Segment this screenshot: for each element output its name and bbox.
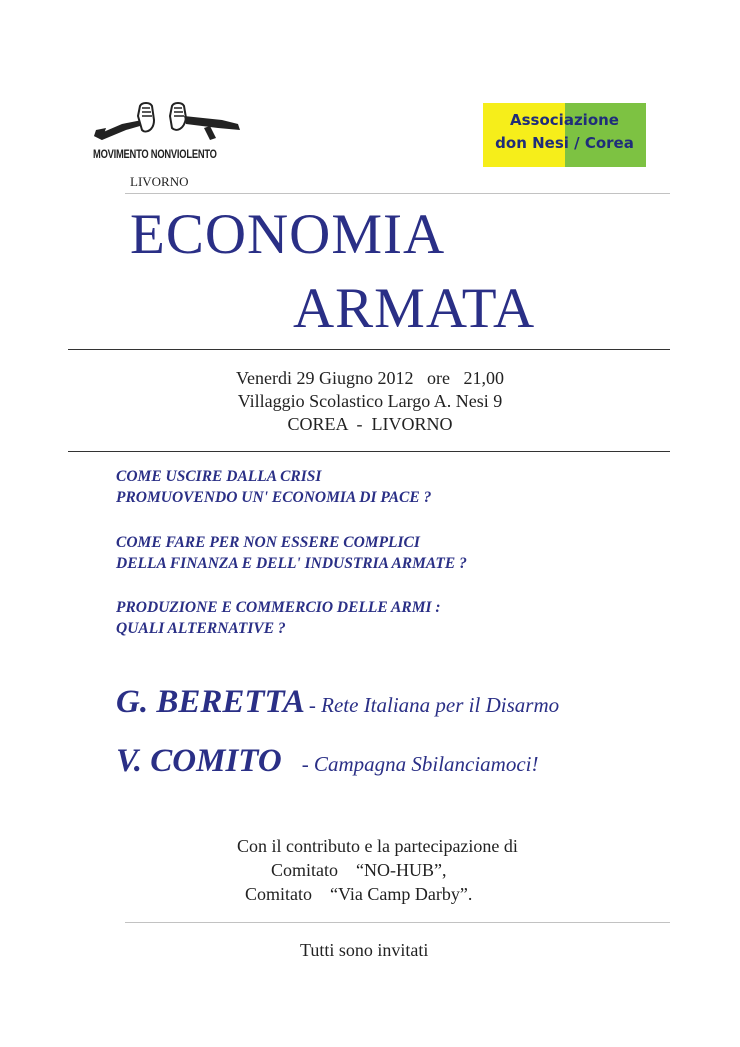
speaker-1 <box>116 684 559 721</box>
logo-line-2: don Nesi / Corea <box>495 134 634 152</box>
speaker-2-affiliation: - Campagna Sbilanciamoci! <box>301 752 539 776</box>
divider <box>125 193 670 194</box>
contribution-intro: Con il contributo e la partecipazione di <box>237 836 518 856</box>
event-date-time: Venerdi 29 Giugno 2012 ore 21,00 <box>236 368 504 388</box>
speaker-1-affiliation: - Rete Italiana per il Disarmo <box>308 693 560 717</box>
contribution-committee-1: Comitato “NO-HUB”, <box>271 860 447 880</box>
event-venue: Villaggio Scolastico Largo A. Nesi 9 <box>237 391 503 411</box>
divider <box>68 349 670 350</box>
question-2-line-2: DELLA FINANZA E DELL' INDUSTRIA ARMATE ? <box>116 555 467 572</box>
divider <box>68 451 670 452</box>
question-3-line-2: QUALI ALTERNATIVE ? <box>116 620 286 637</box>
footer-invitation: Tutti sono invitati <box>300 940 429 960</box>
speaker-2 <box>116 743 539 780</box>
title-line-1: ECONOMIA <box>130 203 446 266</box>
logo-city: LIVORNO <box>130 174 189 189</box>
speaker-2-name: V. COMITO <box>116 743 282 779</box>
question-2-line-1: COME FARE PER NON ESSERE COMPLICI <box>116 534 420 551</box>
associazione-logo <box>483 103 646 167</box>
question-1-line-2: PROMUOVENDO UN' ECONOMIA DI PACE ? <box>116 489 432 506</box>
question-3-line-1: PRODUZIONE E COMMERCIO DELLE ARMI : <box>116 599 441 616</box>
contribution-committee-2: Comitato “Via Camp Darby”. <box>245 884 473 904</box>
speaker-1-name: G. BERETTA <box>116 684 305 720</box>
logo-text: MOVIMENTO NONVIOLENTO <box>93 147 217 161</box>
divider <box>125 922 670 923</box>
logo-line-1: Associazione <box>510 111 619 129</box>
broken-rifle-icon <box>92 100 252 148</box>
title-line-2: ARMATA <box>293 277 536 340</box>
event-place: COREA - LIVORNO <box>287 414 453 434</box>
question-1-line-1: COME USCIRE DALLA CRISI <box>116 468 322 485</box>
